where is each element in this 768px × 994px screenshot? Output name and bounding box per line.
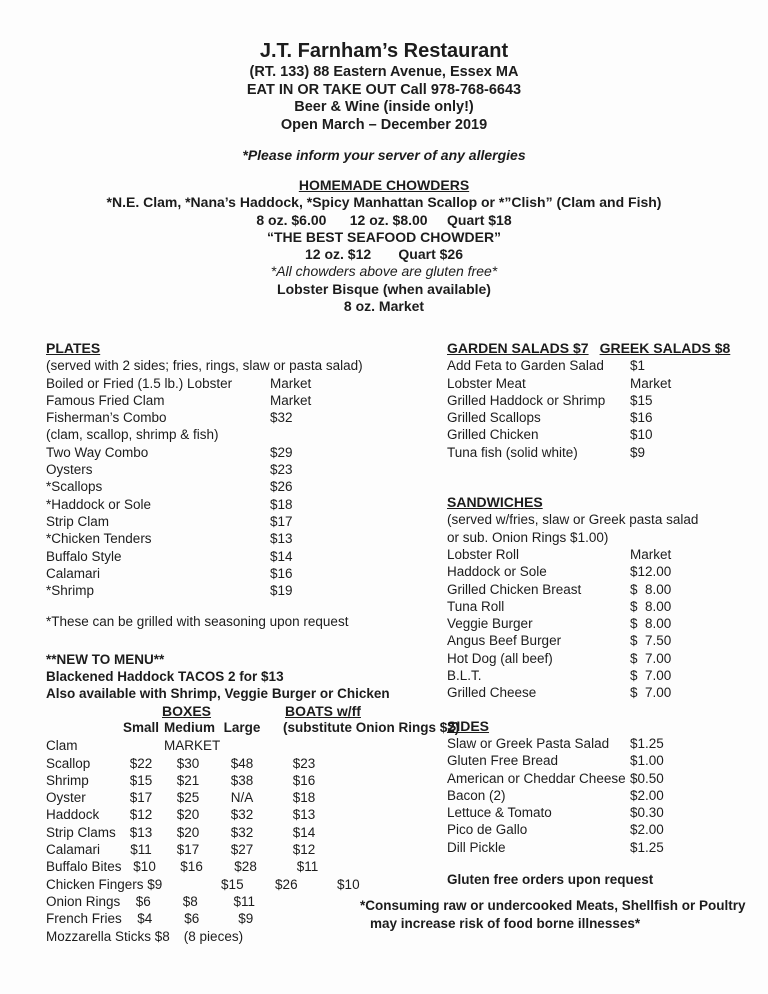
item-price: $ 7.00 — [630, 650, 672, 666]
grill-note: *These can be grilled with seasoning upon request — [46, 614, 349, 630]
gluten-free-orders-note: Gluten free orders upon request — [447, 872, 654, 888]
item-price: $18 — [270, 496, 293, 512]
menu-item-row — [46, 530, 391, 547]
lobster-bisque-price: 8 oz. Market — [343, 298, 425, 315]
boats-title: BOATS w/ff — [285, 702, 361, 719]
menu-item-row — [447, 581, 747, 598]
menu-item-row — [447, 770, 747, 787]
item-price: $0.50 — [630, 770, 664, 786]
item-price: $1.25 — [630, 839, 664, 855]
menu-item-row — [447, 821, 747, 838]
price-large — [220, 737, 280, 754]
sides-heading: SIDES — [447, 717, 490, 734]
item-name: Gluten Free Bread — [447, 753, 559, 769]
item-name: Dill Pickle — [447, 839, 506, 855]
item-name: Tuna Roll — [447, 598, 505, 614]
sandwiches-heading: SANDWICHES — [447, 494, 543, 511]
item-name: Grilled Chicken Breast — [447, 581, 582, 597]
menu-item-row — [46, 548, 391, 565]
menu-item-row — [447, 667, 747, 684]
price-boat — [274, 893, 338, 910]
price-boat: $10 — [337, 876, 360, 892]
menu-item-row — [46, 375, 391, 392]
item-price: Market — [270, 392, 312, 408]
mozzarella-row — [46, 928, 391, 945]
price-medium: $30 — [176, 755, 200, 771]
price-small: $17 — [129, 790, 153, 806]
sandwiches-note-line2: or sub. Onion Rings $1.00) — [447, 529, 609, 545]
price-large: $27 — [230, 842, 254, 858]
price-large: $32 — [230, 807, 254, 823]
item-price: $1 — [630, 358, 646, 374]
item-price: $19 — [270, 583, 293, 599]
item-name: Hot Dog (all beef) — [447, 650, 553, 666]
menu-item-row — [447, 375, 747, 392]
restaurant-title: J.T. Farnham’s Restaurant — [259, 40, 509, 62]
item-name: Grilled Cheese — [447, 685, 537, 701]
table-row — [46, 910, 391, 927]
season-note: Open March – December 2019 — [280, 116, 488, 133]
col-header-medium: Medium — [164, 719, 216, 735]
item-price: $2.00 — [630, 822, 664, 838]
price-boat: $16 — [292, 772, 316, 788]
boxes-table — [46, 737, 391, 927]
item-name: Lobster Roll — [447, 546, 520, 562]
item-name: Haddock or Sole — [447, 564, 547, 580]
item-name: Calamari — [46, 842, 101, 858]
item-name: Buffalo Style — [46, 548, 122, 564]
price-small: $4 — [137, 911, 153, 927]
item-price: Market — [270, 375, 312, 391]
sandwiches-note-line1: (served w/fries, slaw or Greek pasta salad — [447, 512, 699, 528]
item-name: American or Cheddar Cheese — [447, 770, 626, 786]
price-medium: $16 — [180, 859, 203, 875]
table-row — [46, 755, 391, 772]
table-row — [46, 824, 391, 841]
menu-item-row — [447, 839, 747, 856]
menu-item-row — [447, 426, 747, 443]
item-price: $ 8.00 — [630, 598, 672, 614]
table-row — [46, 893, 391, 910]
sides-list — [447, 735, 747, 856]
menu-item-row — [447, 563, 747, 580]
price-small — [162, 876, 208, 893]
price-medium: $21 — [176, 772, 200, 788]
item-name: *Haddock or Sole — [46, 496, 152, 512]
item-name: Famous Fried Clam — [46, 392, 165, 408]
menu-item-row — [447, 684, 747, 701]
item-name: Add Feta to Garden Salad — [447, 358, 604, 374]
menu-header — [0, 0, 768, 163]
item-name: Tuna fish (solid white) — [447, 444, 578, 460]
menu-item-row — [46, 496, 391, 513]
price-large: $48 — [230, 755, 254, 771]
item-name: Calamari — [46, 565, 101, 581]
greek-salads-heading: GREEK SALADS $8 — [599, 340, 731, 356]
menu-item-row — [46, 392, 391, 409]
salads-list — [447, 357, 747, 461]
price-medium: $20 — [176, 824, 200, 840]
item-name: Strip Clams — [46, 824, 116, 840]
menu-item-row — [46, 478, 391, 495]
menu-item-row — [447, 615, 747, 632]
menu-item-row — [46, 461, 391, 478]
item-price: Market — [630, 375, 672, 391]
price-large: $28 — [234, 859, 257, 875]
price-medium: $25 — [176, 790, 200, 806]
item-price: $32 — [270, 410, 293, 426]
item-name: Two Way Combo — [46, 444, 149, 460]
item-price: $0.30 — [630, 805, 664, 821]
price-large: $32 — [230, 824, 254, 840]
item-name: Lobster Meat — [447, 375, 526, 391]
beer-wine-note: Beer & Wine (inside only!) — [294, 99, 474, 115]
sides-section — [447, 718, 747, 889]
allergy-note: *Please inform your server of any allergies — [242, 147, 526, 163]
item-price: $13 — [270, 531, 293, 547]
item-name: Mozzarella Sticks $8 — [46, 928, 170, 944]
menu-item-row — [447, 804, 747, 821]
item-price: $2.00 — [630, 787, 664, 803]
price-boat: $11 — [296, 859, 319, 875]
item-price: $ 7.00 — [630, 685, 672, 701]
price-small: $11 — [130, 842, 152, 858]
item-name: B.L.T. — [447, 668, 482, 684]
item-name: Angus Beef Burger — [447, 633, 562, 649]
item-name: *Scallops — [46, 479, 103, 495]
item-price: $1.25 — [630, 735, 664, 751]
table-row — [46, 789, 391, 806]
item-name: Clam — [46, 738, 78, 754]
boats-substitute-note: (substitute Onion Rings $2) — [283, 719, 460, 735]
menu-item-row — [46, 582, 391, 599]
item-name: Bacon (2) — [447, 787, 506, 803]
advisory-line1: *Consuming raw or undercooked Meats, Shellfish or Poultry — [360, 898, 746, 913]
price-small: $6 — [135, 893, 151, 909]
menu-item-row — [447, 752, 747, 769]
item-name: Grilled Scallops — [447, 410, 541, 426]
price-boat: $14 — [292, 824, 316, 840]
item-name: Haddock — [46, 807, 100, 823]
left-column — [46, 336, 460, 945]
price-small: $10 — [133, 859, 156, 875]
plates-note: (served with 2 sides; fries, rings, slaw or pasta salad) — [46, 358, 363, 374]
item-price: $15 — [630, 392, 653, 408]
price-boat: $23 — [292, 755, 316, 771]
menu-item-row — [447, 392, 747, 409]
item-price: $26 — [270, 479, 293, 495]
mozzarella-note: (8 pieces) — [183, 928, 244, 944]
plates-list — [46, 375, 391, 600]
salads-heading — [447, 340, 747, 357]
new-to-menu-line2: Also available with Shrimp, Veggie Burger or Chicken — [46, 686, 390, 702]
menu-item-row — [447, 444, 747, 461]
item-name: Buffalo Bites — [46, 859, 122, 875]
item-name: French Fries — [46, 911, 122, 927]
item-price: $ 8.00 — [630, 616, 672, 632]
price-small: $22 — [129, 755, 153, 771]
table-row — [46, 772, 391, 789]
new-to-menu-heading: **NEW TO MENU** — [46, 651, 165, 667]
item-price: $1.00 — [630, 753, 664, 769]
menu-item-row — [447, 632, 747, 649]
item-name: *Shrimp — [46, 583, 95, 599]
item-name: *Chicken Tenders — [46, 531, 152, 547]
item-name: Lettuce & Tomato — [447, 805, 552, 821]
chowders-heading: HOMEMADE CHOWDERS — [298, 177, 470, 193]
table-row — [46, 737, 391, 754]
item-price: $10 — [630, 427, 653, 443]
item-name: Veggie Burger — [447, 616, 533, 632]
price-large: $38 — [230, 772, 254, 788]
table-row — [46, 806, 391, 823]
item-name: Oysters — [46, 462, 93, 478]
item-price: Market — [630, 546, 672, 562]
item-name: Boiled or Fried (1.5 lb.) Lobster — [46, 375, 233, 391]
advisory-line2: may increase risk of food borne illnesses* — [370, 915, 641, 931]
menu-item-row — [447, 650, 747, 667]
price-medium: MARKET — [164, 738, 221, 754]
item-price: $29 — [270, 444, 293, 460]
price-large: N/A — [230, 790, 254, 806]
item-name: Chicken Fingers $9 — [46, 876, 163, 892]
menu-item-row — [447, 735, 747, 752]
item-price: $17 — [270, 513, 293, 529]
item-price: $ 7.50 — [630, 633, 672, 649]
boxes-column-headers — [46, 719, 460, 737]
item-name: Strip Clam — [46, 513, 110, 529]
restaurant-phone: EAT IN OR TAKE OUT Call 978-768-6643 — [246, 81, 522, 98]
price-medium: $6 — [184, 911, 200, 927]
price-boat: $12 — [292, 842, 316, 858]
item-name: Oyster — [46, 790, 86, 806]
plates-heading: PLATES — [46, 340, 101, 356]
item-name: Scallop — [46, 755, 91, 771]
new-to-menu-section — [46, 651, 391, 703]
price-small: $12 — [129, 807, 153, 823]
menu-item-row — [447, 409, 747, 426]
garden-salads-heading: GARDEN SALADS $7 — [447, 340, 589, 356]
item-price: $ 7.00 — [630, 668, 672, 684]
price-small — [118, 737, 164, 754]
item-name: Shrimp — [46, 772, 89, 788]
menu-item-row — [46, 513, 391, 530]
restaurant-address: (RT. 133) 88 Eastern Avenue, Essex MA — [249, 64, 519, 80]
price-large: $11 — [233, 893, 256, 909]
chowders-gluten-note: *All chowders above are gluten free* — [270, 263, 498, 280]
item-name: Grilled Haddock or Shrimp — [447, 392, 606, 408]
sandwiches-section — [447, 494, 747, 702]
item-price: $ 8.00 — [630, 581, 672, 597]
price-boat — [280, 737, 344, 754]
table-row — [46, 876, 391, 893]
item-name: (clam, scallop, shrimp & fish) — [46, 427, 219, 443]
consumer-advisory — [360, 897, 746, 932]
price-small: $15 — [129, 772, 153, 788]
price-medium: $17 — [176, 842, 200, 858]
menu-item-row — [447, 598, 747, 615]
price-medium: $20 — [176, 807, 200, 823]
menu-item-row — [46, 409, 391, 426]
item-price: $9 — [630, 444, 646, 460]
menu-item-row — [447, 787, 747, 804]
item-name: Grilled Chicken — [447, 427, 539, 443]
menu-item-row — [447, 357, 747, 374]
chowders-varieties: *N.E. Clam, *Nana’s Haddock, *Spicy Manhattan Scallop or *”Clish” (Clam and Fish) — [106, 194, 662, 211]
item-price: $12.00 — [630, 564, 672, 580]
new-to-menu-line1: Blackened Haddock TACOS 2 for $13 — [46, 669, 284, 685]
col-header-large: Large — [223, 719, 261, 735]
col-header-small: Small — [122, 719, 160, 735]
table-row — [46, 858, 391, 875]
price-small: $13 — [129, 824, 153, 840]
best-chowder-sizes: 12 oz. $12 Quart $26 — [305, 246, 463, 263]
price-medium: $15 — [221, 876, 244, 892]
price-large: $26 — [275, 876, 298, 892]
right-column — [447, 336, 747, 888]
price-boat — [276, 910, 340, 927]
item-price: $14 — [270, 548, 293, 564]
lobster-bisque: Lobster Bisque (when available) — [277, 280, 491, 297]
boxes-title: BOXES — [162, 702, 212, 719]
table-row — [46, 841, 391, 858]
item-price: $23 — [270, 462, 293, 478]
price-large: $9 — [238, 911, 254, 927]
price-boat: $13 — [292, 807, 316, 823]
boxes-boats-titles — [46, 703, 391, 720]
menu-item-row — [46, 426, 391, 443]
item-price: $16 — [630, 410, 653, 426]
price-boat: $18 — [292, 790, 316, 806]
item-name: Pico de Gallo — [447, 822, 528, 838]
price-medium: $8 — [182, 893, 198, 909]
chowders-sizes: 8 oz. $6.00 12 oz. $8.00 Quart $18 — [256, 211, 512, 228]
item-name: Onion Rings — [46, 893, 121, 909]
menu-item-row — [46, 565, 391, 582]
sandwiches-list — [447, 546, 747, 702]
best-chowder-quote: “THE BEST SEAFOOD CHOWDER” — [266, 228, 502, 245]
item-price: $16 — [270, 565, 293, 581]
menu-item-row — [46, 444, 391, 461]
menu-item-row — [447, 546, 747, 563]
chowders-section — [0, 177, 768, 315]
item-name: Fisherman’s Combo — [46, 410, 167, 426]
item-name: Slaw or Greek Pasta Salad — [447, 735, 610, 751]
